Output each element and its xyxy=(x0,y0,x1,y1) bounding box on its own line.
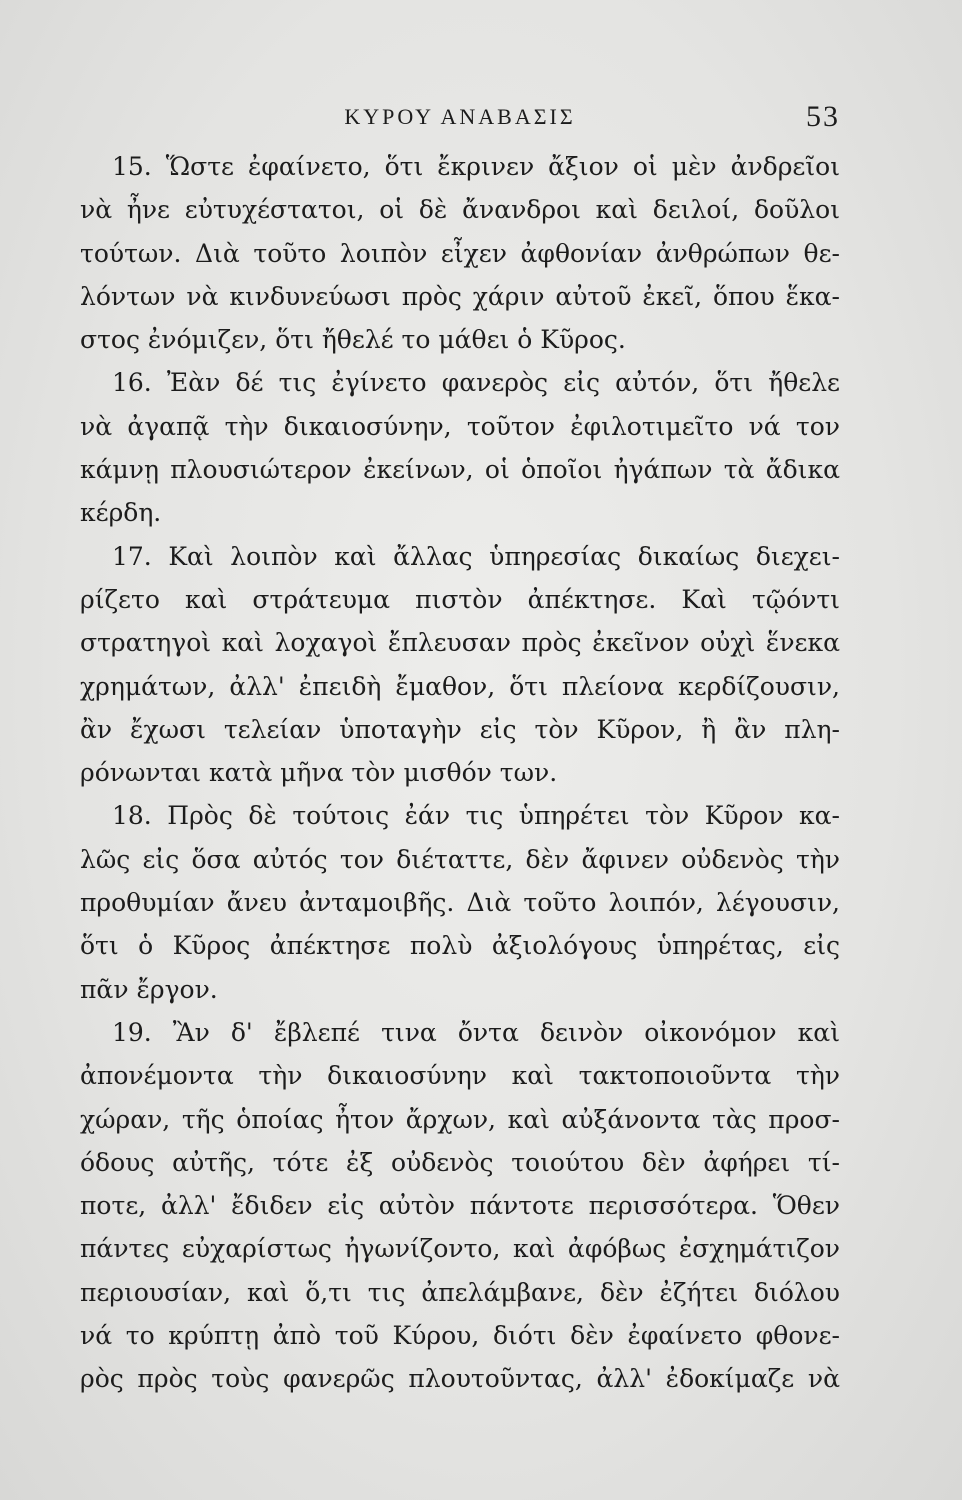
text-line: λῶς εἰς ὅσα αὐτός τον διέταττε, δὲν ἄφινεν οὐδενὸς τὴν xyxy=(80,844,840,874)
text-line: ρὸς πρὸς τοὺς φανερῶς πλουτοῦντας, ἀλλ' ἐδοκίμαζε νὰ xyxy=(80,1364,840,1394)
paragraph-18 xyxy=(80,794,840,1010)
text-line: περιουσίαν, καὶ ὅ,τι τις ἀπελάμβανε, δὲν ἐζήτει διόλου xyxy=(80,1277,840,1307)
text-line: ἂν ἔχωσι τελείαν ὑποταγὴν εἰς τὸν Κῦρον, ἢ ἂν πλη- xyxy=(80,714,840,744)
text-line: 18. Πρὸς δὲ τούτοις ἐάν τις ὑπηρέτει τὸν Κῦρον κα- xyxy=(112,801,840,831)
text-line: στος ἐνόμιζεν, ὅτι ἤθελέ το μάθει ὁ Κῦρος. xyxy=(80,325,626,355)
paragraph-16 xyxy=(80,361,840,534)
text-line: 19. Ἂν δ' ἔβλεπέ τινα ὄντα δεινὸν οἰκονόμον καὶ xyxy=(112,1017,840,1047)
text-line: στρατηγοὶ καὶ λοχαγοὶ ἔπλευσαν πρὸς ἐκεῖνον οὐχὶ ἕνεκα xyxy=(80,628,840,658)
text-line: προθυμίαν ἄνευ ἀνταμοιβῆς. Διὰ τοῦτο λοιπόν, λέγουσιν, xyxy=(80,888,840,918)
text-line: κέρδη. xyxy=(80,498,162,528)
text-line: 16. Ἐὰν δέ τις ἐγίνετο φανερὸς εἰς αὐτόν, ὅτι ἤθελε xyxy=(112,368,840,398)
paragraph-15 xyxy=(80,145,840,361)
text-line: 17. Καὶ λοιπὸν καὶ ἄλλας ὑπηρεσίας δικαίως διεχει- xyxy=(112,541,840,571)
text-line: 15. Ὥστε ἐφαίνετο, ὅτι ἔκρινεν ἄξιον οἱ μὲν ἀνδρεῖοι xyxy=(112,152,840,181)
body-text xyxy=(80,145,840,1401)
text-line: ποτε, ἀλλ' ἔδιδεν εἰς αὐτὸν πάντοτε περισσότερα. Ὅθεν xyxy=(80,1191,840,1221)
text-line: ἀπονέμοντα τὴν δικαιοσύνην καὶ τακτοποιοῦντα τὴν xyxy=(80,1061,840,1091)
text-line: νά το κρύπτῃ ἀπὸ τοῦ Κύρου, διότι δὲν ἐφαίνετο φθονε- xyxy=(80,1321,840,1351)
text-line: τούτων. Διὰ τοῦτο λοιπὸν εἶχεν ἀφθονίαν ἀνθρώπων θε- xyxy=(80,238,840,268)
page-number: 53 xyxy=(806,100,840,133)
text-line: ρόνωνται κατὰ μῆνα τὸν μισθόν των. xyxy=(80,758,558,788)
text-line: νὰ ἦνε εὐτυχέστατοι, οἱ δὲ ἄνανδροι καὶ δειλοί, δοῦλοι xyxy=(80,195,840,225)
text-line: πᾶν ἔργον. xyxy=(80,974,218,1004)
text-line: νὰ ἀγαπᾷ τὴν δικαιοσύνην, τοῦτον ἐφιλοτιμεῖτο νά τον xyxy=(80,411,840,441)
text-line: ρίζετο καὶ στράτευμα πιστὸν ἀπέκτησε. Καὶ τῷόντι xyxy=(80,584,840,614)
text-line: ὅτι ὁ Κῦρος ἀπέκτησε πολὺ ἀξιολόγους ὑπηρέτας, εἰς xyxy=(80,931,840,961)
text-line: λόντων νὰ κινδυνεύωσι πρὸς χάριν αὐτοῦ ἐκεῖ, ὅπου ἕκα- xyxy=(80,281,840,311)
paragraph-19 xyxy=(80,1011,840,1401)
page-header xyxy=(80,98,840,138)
text-line: πάντες εὐχαρίστως ἠγωνίζοντο, καὶ ἀφόβως ἐσχημάτιζον xyxy=(80,1234,840,1264)
paragraph-17 xyxy=(80,535,840,795)
text-line: χώραν, τῆς ὁποίας ἦτον ἄρχων, καὶ αὐξάνοντα τὰς προσ- xyxy=(80,1104,840,1134)
text-line: χρημάτων, ἀλλ' ἐπειδὴ ἔμαθον, ὅτι πλείονα κερδίζουσιν, xyxy=(80,671,840,701)
text-line: κάμνῃ πλουσιώτερον ἐκείνων, οἱ ὁποῖοι ἠγάπων τὰ ἄδικα xyxy=(80,455,840,485)
text-line: όδους αὐτῆς, τότε ἐξ οὐδενὸς τοιούτου δὲν ἀφήρει τί- xyxy=(80,1147,840,1177)
running-title: ΚΥΡΟΥ ΑΝΑΒΑΣΙΣ xyxy=(344,104,576,129)
